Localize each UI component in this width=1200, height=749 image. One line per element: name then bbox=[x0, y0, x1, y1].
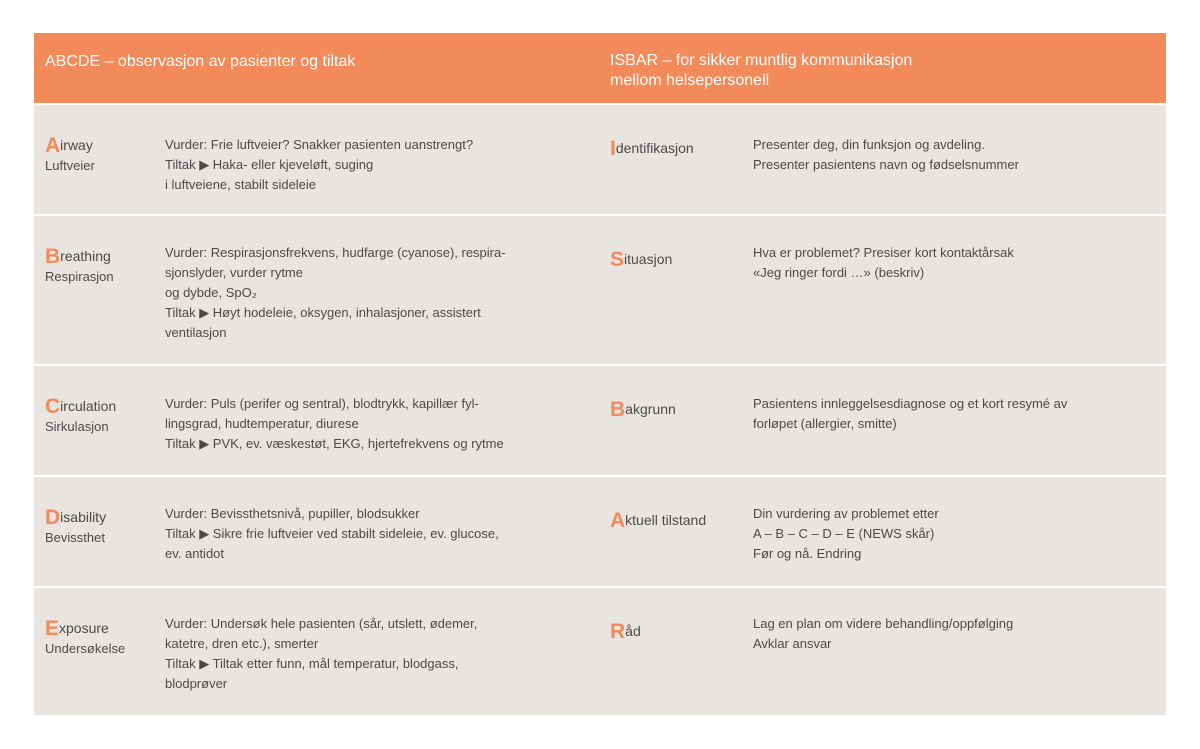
isbar-rest: åd bbox=[625, 623, 641, 639]
term-breathing bbox=[45, 246, 114, 287]
term-letter: D bbox=[45, 506, 61, 529]
term-circulation bbox=[45, 396, 116, 437]
table-header bbox=[34, 33, 1166, 103]
header-abcde-title: ABCDE – observasjon av pasienter og tiltak bbox=[45, 53, 356, 70]
isbar-term-raad bbox=[610, 621, 641, 642]
description-line: og dybde, SpO₂ bbox=[165, 285, 257, 300]
abcde-description bbox=[165, 243, 595, 343]
description-line: Vurder: Undersøk hele pasienten (sår, utslett, ødemer, bbox=[165, 616, 478, 631]
description-line: lingsgrad, hudtemperatur, diurese bbox=[165, 416, 359, 431]
term-rest: irway bbox=[60, 137, 93, 153]
table-row-airway bbox=[34, 103, 1166, 214]
isbar-line: Presenter pasientens navn og fødselsnummer bbox=[753, 157, 1019, 172]
isbar-letter: R bbox=[610, 620, 626, 643]
table-row-breathing bbox=[34, 214, 1166, 364]
term-norwegian: Undersøkelse bbox=[45, 641, 126, 656]
description-line: Vurder: Respirasjonsfrekvens, hudfarge (cyanose), respira- bbox=[165, 245, 506, 260]
isbar-letter: B bbox=[610, 398, 626, 421]
term-norwegian: Luftveier bbox=[45, 158, 95, 173]
description-line: ventilasjon bbox=[165, 325, 227, 340]
term-rest: irculation bbox=[60, 398, 117, 414]
abcde-description bbox=[165, 135, 595, 195]
description-line: Tiltak ▶ Haka- eller kjeveløft, suging bbox=[165, 157, 374, 172]
table-row-circulation bbox=[34, 364, 1166, 475]
term-rest: xposure bbox=[59, 620, 109, 636]
term-exposure bbox=[45, 618, 125, 659]
header-isbar-line1: ISBAR – for sikker muntlig kommunikasjon bbox=[610, 52, 913, 69]
isbar-term-identifikasjon bbox=[610, 138, 694, 159]
term-letter: C bbox=[45, 395, 61, 418]
isbar-letter: A bbox=[610, 509, 626, 532]
isbar-description bbox=[753, 614, 1153, 654]
isbar-description bbox=[753, 504, 1153, 564]
isbar-line: Lag en plan om videre behandling/oppfølging bbox=[753, 616, 1014, 631]
isbar-line: «Jeg ringer fordi …» (beskriv) bbox=[753, 265, 925, 280]
description-line: Vurder: Frie luftveier? Snakker pasienten uanstrengt? bbox=[165, 137, 474, 152]
isbar-term-situasjon bbox=[610, 249, 672, 270]
isbar-line: Presenter deg, din funksjon og avdeling. bbox=[753, 137, 985, 152]
isbar-description bbox=[753, 394, 1153, 434]
isbar-line: A – B – C – D – E (NEWS skår) bbox=[753, 526, 935, 541]
description-line: blodprøver bbox=[165, 676, 228, 691]
isbar-letter: I bbox=[610, 137, 616, 160]
term-disability bbox=[45, 507, 106, 548]
description-line: ev. antidot bbox=[165, 546, 225, 561]
term-letter: E bbox=[45, 617, 60, 640]
abcde-description bbox=[165, 394, 595, 454]
isbar-letter: S bbox=[610, 248, 625, 271]
term-airway bbox=[45, 135, 95, 176]
description-line: i luftveiene, stabilt sideleie bbox=[165, 177, 317, 192]
term-norwegian: Respirasjon bbox=[45, 269, 114, 284]
term-rest: reathing bbox=[60, 248, 111, 264]
table-row-exposure bbox=[34, 586, 1166, 715]
description-line: Tiltak ▶ Sikre frie luftveier ved stabilt sideleie, ev. glucose, bbox=[165, 526, 499, 541]
isbar-description bbox=[753, 243, 1153, 283]
isbar-line: Avklar ansvar bbox=[753, 636, 832, 651]
isbar-rest: akgrunn bbox=[625, 401, 676, 417]
abcde-isbar-table bbox=[34, 33, 1166, 715]
isbar-term-bakgrunn bbox=[610, 399, 676, 420]
isbar-line: Pasientens innleggelsesdiagnose og et kort resymé av bbox=[753, 396, 1068, 411]
abcde-description bbox=[165, 614, 595, 694]
isbar-line: Din vurdering av problemet etter bbox=[753, 506, 939, 521]
abcde-description bbox=[165, 504, 595, 564]
isbar-term-aktuell-tilstand bbox=[610, 510, 706, 531]
table-row-disability bbox=[34, 475, 1166, 586]
isbar-rest: ituasjon bbox=[624, 251, 673, 267]
term-norwegian: Bevissthet bbox=[45, 530, 105, 545]
isbar-line: Hva er problemet? Presiser kort kontaktårsak bbox=[753, 245, 1014, 260]
description-line: Tiltak ▶ PVK, ev. væskestøt, EKG, hjertefrekvens og rytme bbox=[165, 436, 504, 451]
isbar-line: Før og nå. Endring bbox=[753, 546, 862, 561]
isbar-rest: ktuell tilstand bbox=[625, 512, 707, 528]
description-line: Vurder: Puls (perifer og sentral), blodtrykk, kapillær fyl- bbox=[165, 396, 479, 411]
description-line: Tiltak ▶ Tiltak etter funn, mål temperatur, blodgass, bbox=[165, 656, 459, 671]
description-line: katetre, dren etc.), smerter bbox=[165, 636, 319, 651]
isbar-rest: dentifikasjon bbox=[615, 140, 694, 156]
header-isbar-title bbox=[610, 51, 1030, 91]
term-letter: A bbox=[45, 134, 61, 157]
term-letter: B bbox=[45, 245, 61, 268]
term-norwegian: Sirkulasjon bbox=[45, 419, 109, 434]
description-line: Vurder: Bevissthetsnivå, pupiller, blodsukker bbox=[165, 506, 420, 521]
header-isbar-line2: mellom helsepersonell bbox=[610, 72, 770, 89]
isbar-description bbox=[753, 135, 1153, 175]
description-line: Tiltak ▶ Høyt hodeleie, oksygen, inhalasjoner, assistert bbox=[165, 305, 481, 320]
isbar-line: forløpet (allergier, smitte) bbox=[753, 416, 897, 431]
description-line: sjonslyder, vurder rytme bbox=[165, 265, 303, 280]
term-rest: isability bbox=[60, 509, 107, 525]
